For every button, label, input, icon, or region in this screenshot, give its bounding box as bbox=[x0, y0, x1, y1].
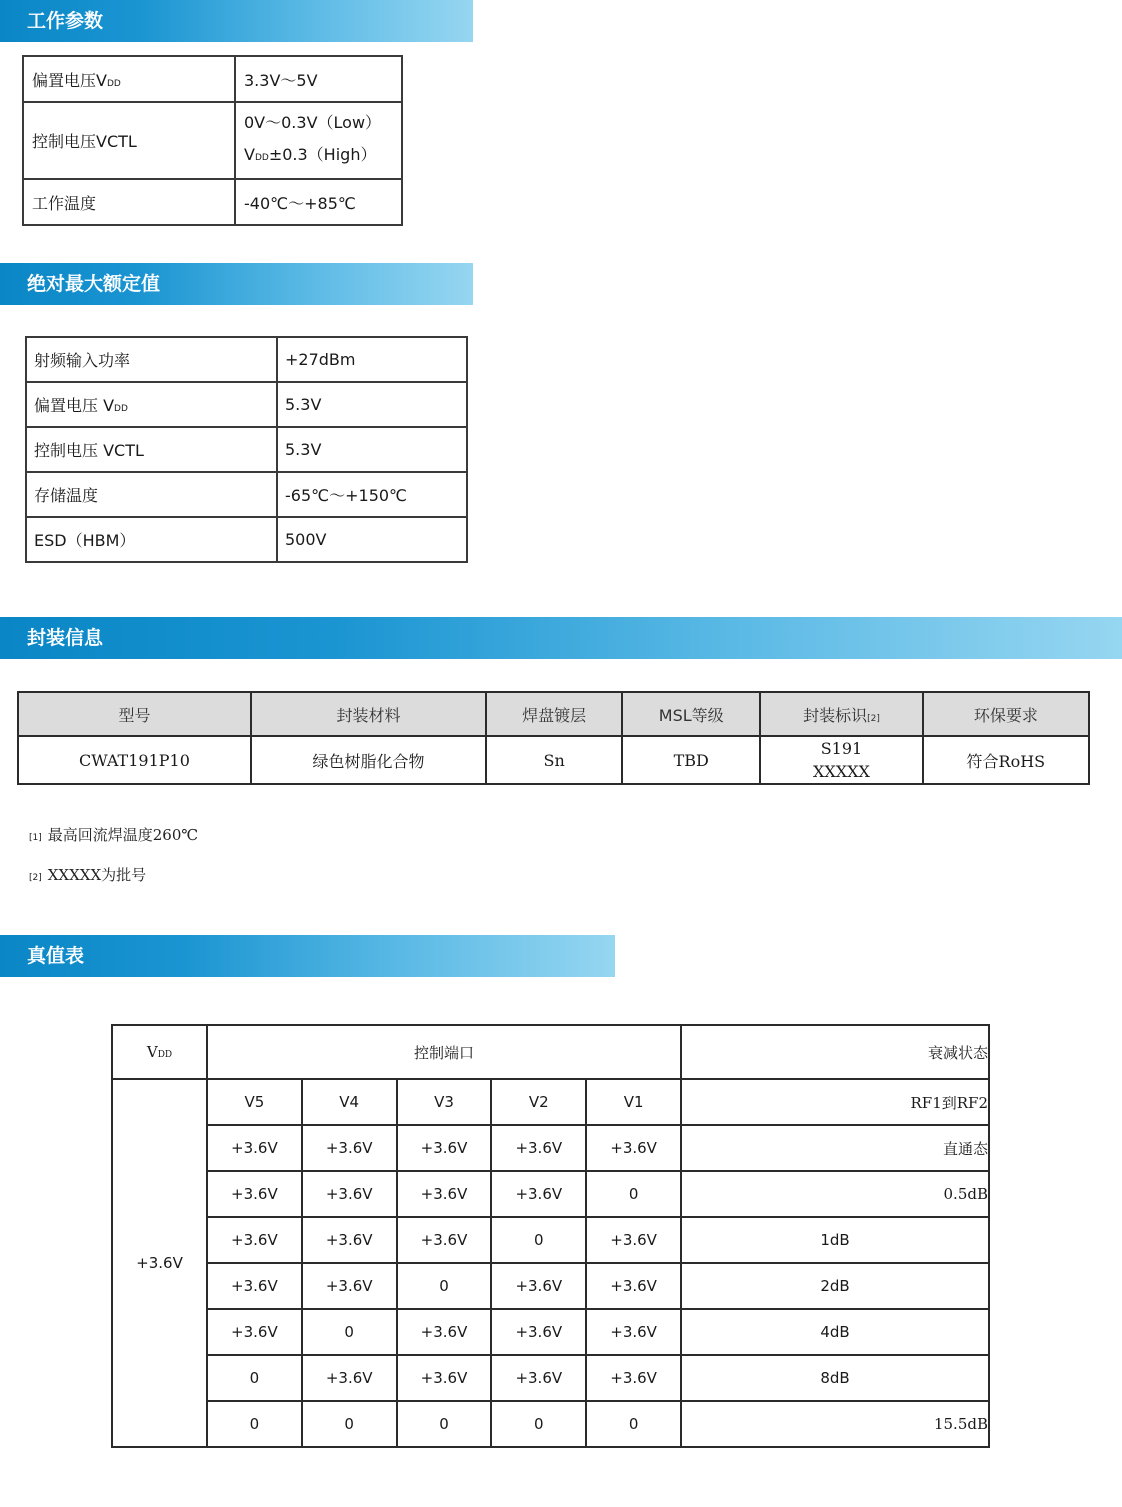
table-row bbox=[26, 382, 467, 427]
table-row bbox=[23, 179, 402, 225]
table-row bbox=[26, 472, 467, 517]
section-title: 工作参数 bbox=[27, 10, 104, 32]
cell-v2: 0 bbox=[491, 1401, 586, 1447]
header-control-port: 控制端口 bbox=[207, 1025, 681, 1079]
section-title: 真值表 bbox=[27, 945, 85, 967]
table-row bbox=[18, 736, 1089, 784]
table-row bbox=[112, 1355, 989, 1401]
footnote-2: [2] XXXXX为批号 bbox=[29, 866, 147, 884]
header-msl: MSL等级 bbox=[622, 692, 760, 736]
cell-v5: +3.6V bbox=[207, 1263, 302, 1309]
cell-v2: +3.6V bbox=[491, 1125, 586, 1171]
cell-v1: 0 bbox=[586, 1401, 681, 1447]
port-v2: V2 bbox=[491, 1079, 586, 1125]
port-v4: V4 bbox=[302, 1079, 397, 1125]
cell-v4: 0 bbox=[302, 1401, 397, 1447]
operating-temp-value: -40℃～+85℃ bbox=[235, 179, 402, 225]
package-info-table bbox=[17, 691, 1090, 785]
cell-marking: S191 XXXXX bbox=[760, 736, 922, 784]
path-label: RF1到RF2 bbox=[681, 1079, 989, 1125]
control-voltage-value: 0V～0.3V（Low） VDD±0.3（High） bbox=[235, 102, 402, 179]
cell-v2: +3.6V bbox=[491, 1355, 586, 1401]
cell-state: 8dB bbox=[681, 1355, 989, 1401]
port-v3: V3 bbox=[397, 1079, 492, 1125]
table-row bbox=[26, 517, 467, 562]
cell-v5: 0 bbox=[207, 1401, 302, 1447]
cell-state: 15.5dB bbox=[681, 1401, 989, 1447]
esd-value: 500V bbox=[277, 517, 467, 562]
table-row bbox=[26, 337, 467, 382]
storage-temp-value: -65℃～+150℃ bbox=[277, 472, 467, 517]
section-banner-abs-max bbox=[0, 263, 473, 305]
cell-v4: +3.6V bbox=[302, 1171, 397, 1217]
control-voltage-value: 5.3V bbox=[277, 427, 467, 472]
table-header-row bbox=[112, 1025, 989, 1079]
working-params-table bbox=[22, 55, 403, 226]
cell-v3: +3.6V bbox=[397, 1355, 492, 1401]
table-row bbox=[112, 1263, 989, 1309]
table-row bbox=[112, 1309, 989, 1355]
cell-v4: +3.6V bbox=[302, 1217, 397, 1263]
table-row bbox=[23, 56, 402, 102]
cell-v3: +3.6V bbox=[397, 1217, 492, 1263]
table-row bbox=[112, 1125, 989, 1171]
control-voltage-label: 控制电压VCTL bbox=[23, 102, 235, 179]
header-plating: 焊盘镀层 bbox=[486, 692, 622, 736]
truth-table bbox=[111, 1024, 990, 1448]
cell-state: 1dB bbox=[681, 1217, 989, 1263]
rf-input-power-value: +27dBm bbox=[277, 337, 467, 382]
cell-v1: +3.6V bbox=[586, 1263, 681, 1309]
header-model: 型号 bbox=[18, 692, 251, 736]
table-row bbox=[112, 1217, 989, 1263]
rf-input-power-label: 射频输入功率 bbox=[26, 337, 277, 382]
section-banner-working-params bbox=[0, 0, 473, 42]
cell-v5: +3.6V bbox=[207, 1309, 302, 1355]
cell-v3: 0 bbox=[397, 1263, 492, 1309]
table-row bbox=[112, 1079, 989, 1125]
cell-v2: +3.6V bbox=[491, 1263, 586, 1309]
cell-plating: Sn bbox=[486, 736, 622, 784]
table-row bbox=[23, 102, 402, 179]
header-environment: 环保要求 bbox=[923, 692, 1089, 736]
section-title: 封装信息 bbox=[27, 627, 104, 649]
header-material: 封装材料 bbox=[251, 692, 486, 736]
bias-voltage-label: 偏置电压 VDD bbox=[26, 382, 277, 427]
cell-v4: 0 bbox=[302, 1309, 397, 1355]
cell-v2: 0 bbox=[491, 1217, 586, 1263]
section-title: 绝对最大额定值 bbox=[27, 273, 161, 295]
operating-temp-label: 工作温度 bbox=[23, 179, 235, 225]
control-voltage-label: 控制电压 VCTL bbox=[26, 427, 277, 472]
cell-state: 直通态 bbox=[681, 1125, 989, 1171]
storage-temp-label: 存储温度 bbox=[26, 472, 277, 517]
cell-v2: +3.6V bbox=[491, 1171, 586, 1217]
cell-v1: +3.6V bbox=[586, 1125, 681, 1171]
cell-v1: +3.6V bbox=[586, 1309, 681, 1355]
cell-material: 绿色树脂化合物 bbox=[251, 736, 486, 784]
section-banner-package bbox=[0, 617, 1122, 659]
table-header-row bbox=[18, 692, 1089, 736]
cell-state: 0.5dB bbox=[681, 1171, 989, 1217]
cell-msl: TBD bbox=[622, 736, 760, 784]
cell-v5: +3.6V bbox=[207, 1171, 302, 1217]
port-v5: V5 bbox=[207, 1079, 302, 1125]
table-row bbox=[112, 1171, 989, 1217]
cell-v3: 0 bbox=[397, 1401, 492, 1447]
header-marking: 封装标识[2] bbox=[760, 692, 922, 736]
table-row bbox=[26, 427, 467, 472]
table-row bbox=[112, 1401, 989, 1447]
bias-voltage-value: 5.3V bbox=[277, 382, 467, 427]
cell-v4: +3.6V bbox=[302, 1355, 397, 1401]
header-attenuation: 衰减状态 bbox=[681, 1025, 989, 1079]
bias-voltage-label: 偏置电压VDD bbox=[23, 56, 235, 102]
cell-v3: +3.6V bbox=[397, 1171, 492, 1217]
cell-state: 4dB bbox=[681, 1309, 989, 1355]
vdd-value: +3.6V bbox=[112, 1079, 207, 1447]
cell-v3: +3.6V bbox=[397, 1309, 492, 1355]
cell-v5: 0 bbox=[207, 1355, 302, 1401]
cell-state: 2dB bbox=[681, 1263, 989, 1309]
port-v1: V1 bbox=[586, 1079, 681, 1125]
cell-v2: +3.6V bbox=[491, 1309, 586, 1355]
cell-v5: +3.6V bbox=[207, 1125, 302, 1171]
abs-max-table bbox=[25, 336, 468, 563]
header-vdd: VDD bbox=[112, 1025, 207, 1079]
cell-model: CWAT191P10 bbox=[18, 736, 251, 784]
cell-environment: 符合RoHS bbox=[923, 736, 1089, 784]
section-banner-truth-table bbox=[0, 935, 615, 977]
cell-v1: +3.6V bbox=[586, 1217, 681, 1263]
cell-v5: +3.6V bbox=[207, 1217, 302, 1263]
esd-label: ESD（HBM） bbox=[26, 517, 277, 562]
cell-v3: +3.6V bbox=[397, 1125, 492, 1171]
bias-voltage-value: 3.3V～5V bbox=[235, 56, 402, 102]
cell-v4: +3.6V bbox=[302, 1263, 397, 1309]
cell-v1: +3.6V bbox=[586, 1355, 681, 1401]
footnote-1: [1] 最高回流焊温度260℃ bbox=[29, 826, 199, 844]
cell-v4: +3.6V bbox=[302, 1125, 397, 1171]
cell-v1: 0 bbox=[586, 1171, 681, 1217]
